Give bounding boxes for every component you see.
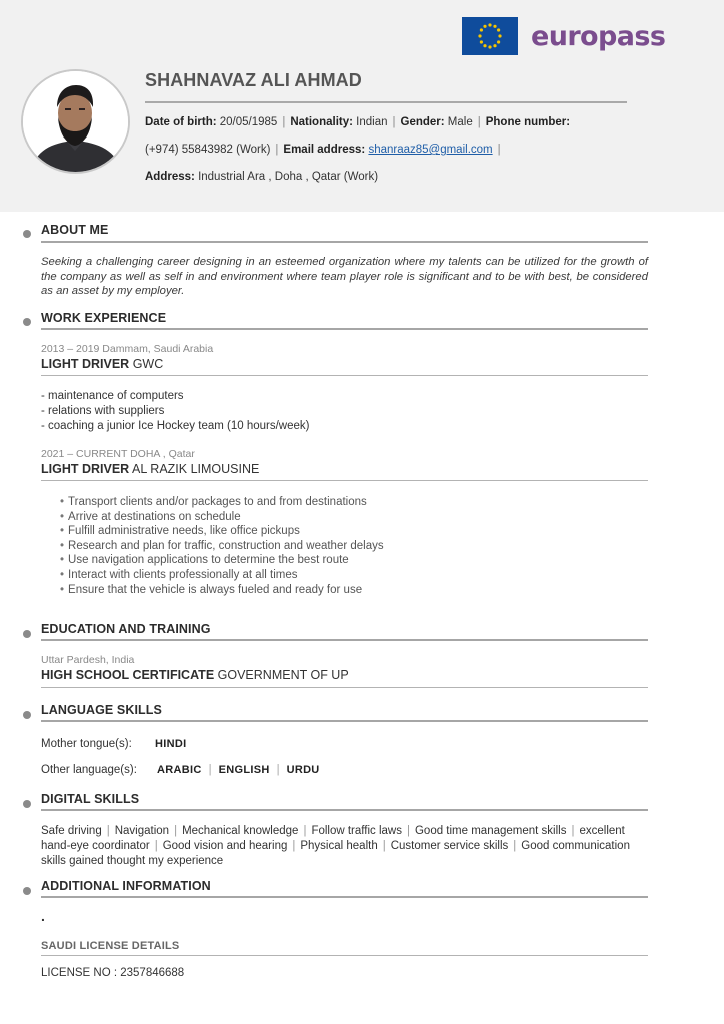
separator: | bbox=[497, 144, 501, 156]
list-item: - relations with suppliers bbox=[41, 404, 165, 417]
separator: | bbox=[406, 825, 410, 837]
license-subhead: SAUDI LICENSE DETAILS bbox=[41, 940, 180, 952]
other-languages-row bbox=[41, 764, 320, 776]
separator: | bbox=[292, 839, 296, 852]
section-title-about: ABOUT ME bbox=[41, 223, 109, 237]
separator: | bbox=[174, 825, 178, 837]
personal-info-line-2 bbox=[145, 144, 506, 156]
separator: | bbox=[282, 116, 286, 128]
section-title-additional: ADDITIONAL INFORMATION bbox=[41, 879, 211, 893]
section-title-digital: DIGITAL SKILLS bbox=[41, 792, 140, 806]
list-item: - coaching a junior Ice Hockey team (10 hours/week) bbox=[41, 419, 310, 432]
cv-header bbox=[0, 0, 724, 212]
gender-label: Gender: bbox=[400, 116, 445, 128]
job-role: LIGHT DRIVER bbox=[41, 462, 130, 476]
job-duties-list bbox=[60, 495, 384, 597]
list-item: - maintenance of computers bbox=[41, 390, 184, 402]
name-divider bbox=[145, 101, 627, 103]
personal-info-line-1 bbox=[145, 116, 570, 128]
section-divider bbox=[41, 720, 648, 722]
separator: | bbox=[571, 825, 575, 837]
language-item: URDU bbox=[286, 764, 320, 776]
license-divider bbox=[41, 955, 648, 956]
job-employer: AL RAZIK LIMOUSINE bbox=[132, 462, 260, 476]
skill-item: Physical health bbox=[300, 839, 378, 852]
separator: | bbox=[208, 764, 212, 776]
phone-value: (+974) 55843982 (Work) bbox=[145, 144, 271, 156]
separator: | bbox=[276, 764, 280, 776]
section-divider bbox=[41, 328, 648, 330]
list-item: • Transport clients and/or packages to and from destinations bbox=[60, 495, 384, 510]
eu-flag-icon bbox=[462, 17, 518, 55]
dob-value: 20/05/1985 bbox=[219, 116, 278, 128]
address-label: Address: bbox=[145, 171, 195, 183]
qualification: HIGH SCHOOL CERTIFICATE bbox=[41, 668, 215, 682]
skill-item: Follow traffic laws bbox=[311, 825, 402, 837]
section-bullet bbox=[23, 230, 31, 238]
job-divider bbox=[41, 480, 648, 481]
job-role: LIGHT DRIVER bbox=[41, 357, 130, 371]
section-divider bbox=[41, 809, 648, 811]
skill-item: Mechanical knowledge bbox=[182, 825, 299, 837]
mother-tongue-value: HINDI bbox=[155, 738, 187, 750]
list-item: • Use navigation applications to determine the best route bbox=[60, 553, 384, 568]
europass-wordmark: europass bbox=[531, 20, 666, 52]
language-item: ENGLISH bbox=[218, 764, 270, 776]
skill-item: Customer service skills bbox=[390, 839, 509, 852]
section-bullet bbox=[23, 630, 31, 638]
section-bullet bbox=[23, 318, 31, 326]
job-title bbox=[41, 357, 163, 371]
list-item: • Interact with clients professionally at all times bbox=[60, 568, 384, 583]
profile-photo bbox=[21, 69, 130, 174]
skill-item: Good time management skills bbox=[414, 825, 567, 837]
job-meta: 2021 – CURRENT DOHA , Qatar bbox=[41, 448, 195, 460]
separator: | bbox=[477, 116, 481, 128]
email-label: Email address: bbox=[283, 144, 366, 156]
phone-label: Phone number: bbox=[485, 116, 571, 128]
dob-label: Date of birth: bbox=[145, 116, 217, 128]
language-item: ARABIC bbox=[157, 764, 202, 776]
mother-tongue-label: Mother tongue(s): bbox=[41, 738, 132, 750]
job-meta: 2013 – 2019 Dammam, Saudi Arabia bbox=[41, 343, 214, 355]
nationality-value: Indian bbox=[356, 116, 388, 128]
skill-item: Navigation bbox=[114, 825, 170, 837]
about-text: Seeking a challenging career designing in an esteemed organization where my talents can be utilized for the growth of the company as well as self in and environment where team player role is significant and to be with best, be considered as an asset by my employer. bbox=[41, 256, 648, 298]
section-title-education: EDUCATION AND TRAINING bbox=[41, 622, 211, 636]
list-item: • Fulfill administrative needs, like office pickups bbox=[60, 524, 384, 539]
gender-value: Male bbox=[447, 116, 473, 128]
section-bullet bbox=[23, 887, 31, 895]
digital-skills-list bbox=[41, 824, 648, 868]
job-duties-list bbox=[41, 389, 309, 433]
separator: | bbox=[392, 116, 396, 128]
skill-item: Good vision and hearing bbox=[162, 839, 288, 852]
section-bullet bbox=[23, 711, 31, 719]
full-name: SHAHNAVAZ ALI AHMAD bbox=[145, 70, 362, 90]
section-title-languages: LANGUAGE SKILLS bbox=[41, 703, 162, 717]
list-item: • Arrive at destinations on schedule bbox=[60, 510, 384, 525]
personal-info-line-3 bbox=[145, 171, 378, 183]
education-title bbox=[41, 668, 349, 682]
separator: | bbox=[275, 144, 279, 156]
job-title bbox=[41, 462, 259, 476]
job-divider bbox=[41, 375, 648, 376]
license-number: LICENSE NO : 2357846688 bbox=[41, 967, 185, 979]
skill-item: excellent hand-eye coordinator bbox=[41, 825, 625, 852]
job-employer: GWC bbox=[132, 357, 164, 371]
skill-item: Safe driving bbox=[41, 825, 102, 837]
europass-logo[interactable] bbox=[462, 17, 665, 55]
education-divider bbox=[41, 687, 648, 688]
placeholder-dot: . bbox=[41, 908, 45, 924]
institution: GOVERNMENT OF UP bbox=[217, 668, 349, 682]
list-item: • Ensure that the vehicle is always fueled and ready for use bbox=[60, 583, 384, 598]
list-item: • Research and plan for traffic, construction and weather delays bbox=[60, 539, 384, 554]
email-link[interactable]: shanraaz85@gmail.com bbox=[368, 144, 493, 156]
separator: | bbox=[303, 825, 307, 837]
mother-tongue-row bbox=[41, 738, 186, 750]
section-divider bbox=[41, 896, 648, 898]
skill-item: Good communication skills gained thought my experience bbox=[41, 839, 630, 867]
section-divider bbox=[41, 241, 648, 243]
separator: | bbox=[513, 839, 517, 852]
section-divider bbox=[41, 639, 648, 641]
nationality-label: Nationality: bbox=[290, 116, 353, 128]
section-title-work: WORK EXPERIENCE bbox=[41, 311, 167, 325]
other-languages-label: Other language(s): bbox=[41, 764, 137, 776]
education-meta: Uttar Pardesh, India bbox=[41, 654, 135, 666]
section-bullet bbox=[23, 800, 31, 808]
separator: | bbox=[106, 825, 110, 837]
separator: | bbox=[154, 839, 158, 852]
address-value: Industrial Ara , Doha , Qatar (Work) bbox=[198, 171, 379, 183]
separator: | bbox=[382, 839, 386, 852]
